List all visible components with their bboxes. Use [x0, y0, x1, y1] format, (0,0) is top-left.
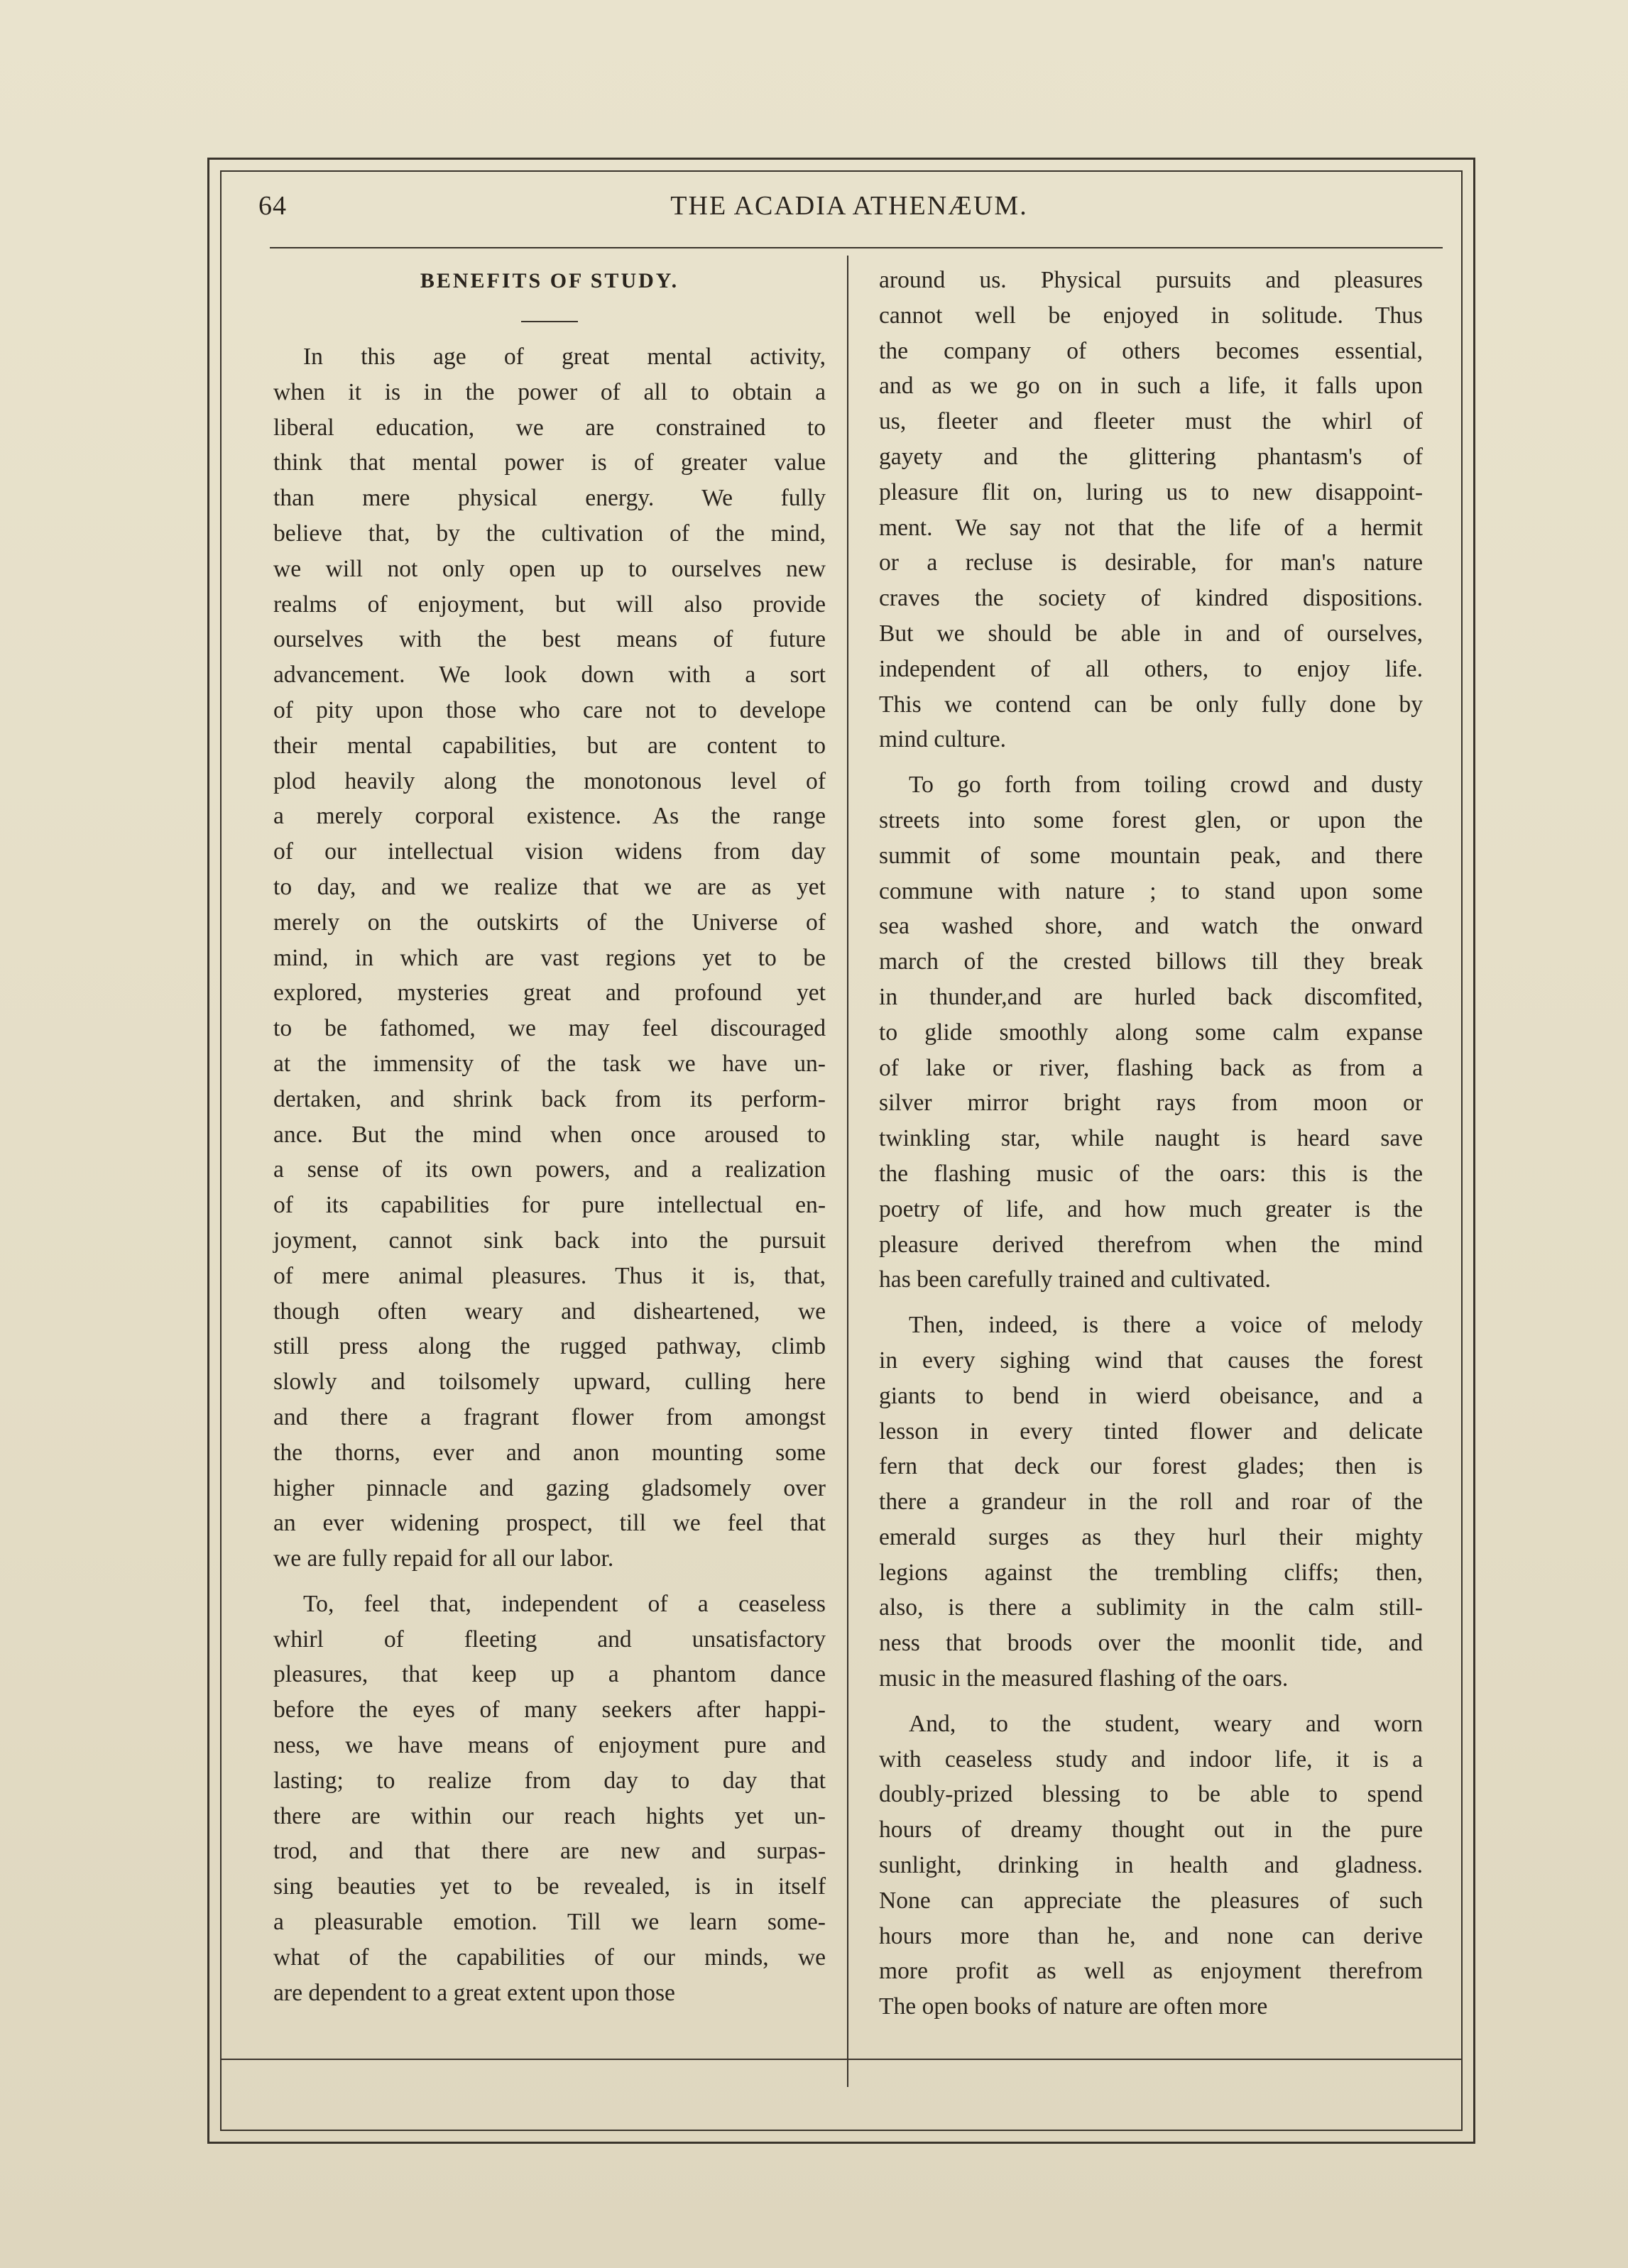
text-line: fern that deck our forest glades; then is — [879, 1453, 1423, 1480]
text-line: though often weary and disheartened, we — [273, 1298, 826, 1325]
text-line: before the eyes of many seekers after happi- — [273, 1697, 826, 1724]
text-line: what of the capabilities of our minds, we — [273, 1944, 826, 1971]
text-line: us, fleeter and fleeter must the whirl of — [879, 408, 1423, 435]
text-line: to be fathomed, we may feel discouraged — [273, 1015, 826, 1042]
text-line: giants to bend in wierd obeisance, and a — [879, 1382, 1423, 1409]
paragraph — [879, 1707, 1423, 2025]
text-line: streets into some forest glen, or upon the — [879, 806, 1423, 833]
journal-title: THE ACADIA ATHENÆUM. — [670, 191, 1028, 221]
text-line: hours more than he, and none can derive — [879, 1922, 1423, 1949]
text-line: think that mental power is of greater value — [273, 449, 826, 476]
text-line: twinkling star, while naught is heard save — [879, 1125, 1423, 1152]
text-line: dertaken, and shrink back from its perform- — [273, 1085, 826, 1112]
text-line: In this age of great mental activity, — [303, 344, 826, 370]
running-header — [256, 190, 1443, 233]
text-line: lesson in every tinted flower and delicate — [879, 1418, 1423, 1445]
text-line: and there a fragrant flower from amongst — [273, 1403, 826, 1430]
text-line: summit of some mountain peak, and there — [879, 842, 1423, 869]
text-line: around us. Physical pursuits and pleasures — [879, 267, 1423, 293]
text-line: pleasure flit on, luring us to new disappoint- — [879, 478, 1423, 505]
text-line: joyment, cannot sink back into the pursuit — [273, 1227, 826, 1254]
header-rule — [270, 247, 1443, 248]
text-line: mind culture. — [879, 726, 1007, 753]
text-line: mind, in which are vast regions yet to be — [273, 944, 826, 971]
text-line: their mental capabilities, but are content to — [273, 732, 826, 759]
column-divider — [847, 256, 848, 2087]
text-line: None can appreciate the pleasures of such — [879, 1887, 1423, 1914]
text-line: are dependent to a great extent upon those — [273, 1979, 675, 2006]
text-line: pleasures, that keep up a phantom dance — [273, 1661, 826, 1688]
text-line: we are fully repaid for all our labor. — [273, 1545, 614, 1572]
text-line: of lake or river, flashing back as from a — [879, 1054, 1423, 1081]
text-line: ourselves with the best means of future — [273, 626, 826, 653]
text-line: realms of enjoyment, but will also provide — [273, 591, 826, 618]
right-column-text — [879, 263, 1423, 2025]
paragraph-gap — [879, 1298, 1423, 1308]
text-line: march of the crested billows till they break — [879, 948, 1423, 975]
text-line: silver mirror bright rays from moon or — [879, 1090, 1423, 1117]
text-line: gayety and the glittering phantasm's of — [879, 443, 1423, 470]
text-line: To go forth from toiling crowd and dusty — [909, 772, 1423, 799]
left-column-text — [273, 339, 826, 2010]
text-line: To, feel that, independent of a ceaseless — [303, 1590, 826, 1617]
text-line: a merely corporal existence. As the range — [273, 803, 826, 830]
text-line: has been carefully trained and cultivated. — [879, 1266, 1271, 1293]
text-line: in thunder,and are hurled back discomfited, — [879, 983, 1423, 1010]
text-line: emerald surges as they hurl their mighty — [879, 1523, 1423, 1550]
text-line: there are within our reach hights yet un- — [273, 1802, 826, 1829]
text-line: legions against the trembling cliffs; then, — [879, 1559, 1423, 1586]
paragraph — [879, 1308, 1423, 1697]
text-line: music in the measured flashing of the oars. — [879, 1665, 1289, 1692]
text-line: of its capabilities for pure intellectual en- — [273, 1192, 826, 1219]
text-line: ment. We say not that the life of a hermit — [879, 514, 1423, 541]
text-line: with ceaseless study and indoor life, it is a — [879, 1746, 1423, 1773]
paragraph-gap — [879, 757, 1423, 767]
text-line: advancement. We look down with a sort — [273, 662, 826, 689]
text-line: of our intellectual vision widens from day — [273, 838, 826, 865]
text-line: independent of all others, to enjoy life. — [879, 655, 1423, 682]
text-line: ness, we have means of enjoyment pure and — [273, 1732, 826, 1759]
paragraph-gap — [879, 1697, 1423, 1707]
text-line: whirl of fleeting and unsatisfactory — [273, 1626, 826, 1653]
text-line: trod, and that there are new and surpas- — [273, 1838, 826, 1865]
text-line: a pleasurable emotion. Till we learn some- — [273, 1909, 826, 1936]
text-line: the company of others becomes essential, — [879, 337, 1423, 364]
text-line: to glide smoothly along some calm expanse — [879, 1019, 1423, 1046]
text-line: than mere physical energy. We fully — [273, 485, 826, 512]
text-line: pleasure derived therefrom when the mind — [879, 1231, 1423, 1258]
text-line: But we should be able in and of ourselves, — [879, 620, 1423, 647]
paragraph — [879, 263, 1423, 757]
text-line: of pity upon those who care not to develope — [273, 696, 826, 723]
text-line: liberal education, we are constrained to — [273, 414, 826, 441]
text-line: still press along the rugged pathway, climb — [273, 1333, 826, 1360]
text-line: also, is there a sublimity in the calm still- — [879, 1594, 1423, 1621]
text-line: plod heavily along the monotonous level of — [273, 767, 826, 794]
paragraph — [879, 767, 1423, 1298]
paragraph — [273, 1587, 826, 2011]
text-line: to day, and we realize that we are as yet — [273, 873, 826, 900]
text-line: more profit as well as enjoyment therefrom — [879, 1958, 1423, 1985]
text-line: when it is in the power of all to obtain a — [273, 378, 826, 405]
paragraph — [273, 339, 826, 1577]
text-line: the flashing music of the oars: this is the — [879, 1160, 1423, 1187]
text-line: cannot well be enjoyed in solitude. Thus — [879, 302, 1423, 329]
text-line: sunlight, drinking in health and gladness. — [879, 1852, 1423, 1879]
text-line: merely on the outskirts of the Universe of — [273, 909, 826, 936]
text-line: at the immensity of the task we have un- — [273, 1050, 826, 1077]
left-column — [273, 263, 826, 2010]
paragraph-gap — [273, 1577, 826, 1587]
text-line: commune with nature ; to stand upon some — [879, 877, 1423, 904]
text-line: hours of dreamy thought out in the pure — [879, 1817, 1423, 1844]
text-line: ness that broods over the moonlit tide, and — [879, 1630, 1423, 1657]
text-line: sing beauties yet to be revealed, is in itself — [273, 1873, 826, 1900]
text-line: of mere animal pleasures. Thus it is, that, — [273, 1262, 826, 1289]
text-line: craves the society of kindred dispositions. — [879, 585, 1423, 612]
title-rule — [521, 321, 578, 322]
text-line: lasting; to realize from day to day that — [273, 1767, 826, 1794]
text-line: poetry of life, and how much greater is the — [879, 1195, 1423, 1222]
text-line: The open books of nature are often more — [879, 1993, 1268, 2020]
text-line: and as we go on in such a life, it falls upon — [879, 373, 1423, 400]
right-column — [879, 263, 1423, 2025]
article-title: BENEFITS OF STUDY. — [420, 269, 679, 292]
text-line: in every sighing wind that causes the forest — [879, 1347, 1423, 1374]
text-line: And, to the student, weary and worn — [909, 1710, 1423, 1737]
text-line: ance. But the mind when once aroused to — [273, 1121, 826, 1148]
text-line: Then, indeed, is there a voice of melody — [909, 1312, 1423, 1339]
page-number: 64 — [258, 191, 287, 221]
bottom-rule — [220, 2059, 1463, 2060]
text-line: an ever widening prospect, till we feel that — [273, 1510, 826, 1537]
text-line: This we contend can be only fully done by — [879, 691, 1423, 718]
text-line: the thorns, ever and anon mounting some — [273, 1439, 826, 1466]
text-line: believe that, by the cultivation of the mind, — [273, 520, 826, 547]
text-line: there a grandeur in the roll and roar of the — [879, 1489, 1423, 1516]
text-line: a sense of its own powers, and a realization — [273, 1156, 826, 1183]
text-line: or a recluse is desirable, for man's nature — [879, 549, 1423, 576]
text-line: explored, mysteries great and profound yet — [273, 980, 826, 1007]
text-line: slowly and toilsomely upward, culling here — [273, 1369, 826, 1396]
text-line: sea washed shore, and watch the onward — [879, 913, 1423, 940]
text-line: we will not only open up to ourselves new — [273, 555, 826, 582]
text-line: higher pinnacle and gazing gladsomely over — [273, 1474, 826, 1501]
text-line: doubly-prized blessing to be able to spend — [879, 1781, 1423, 1808]
